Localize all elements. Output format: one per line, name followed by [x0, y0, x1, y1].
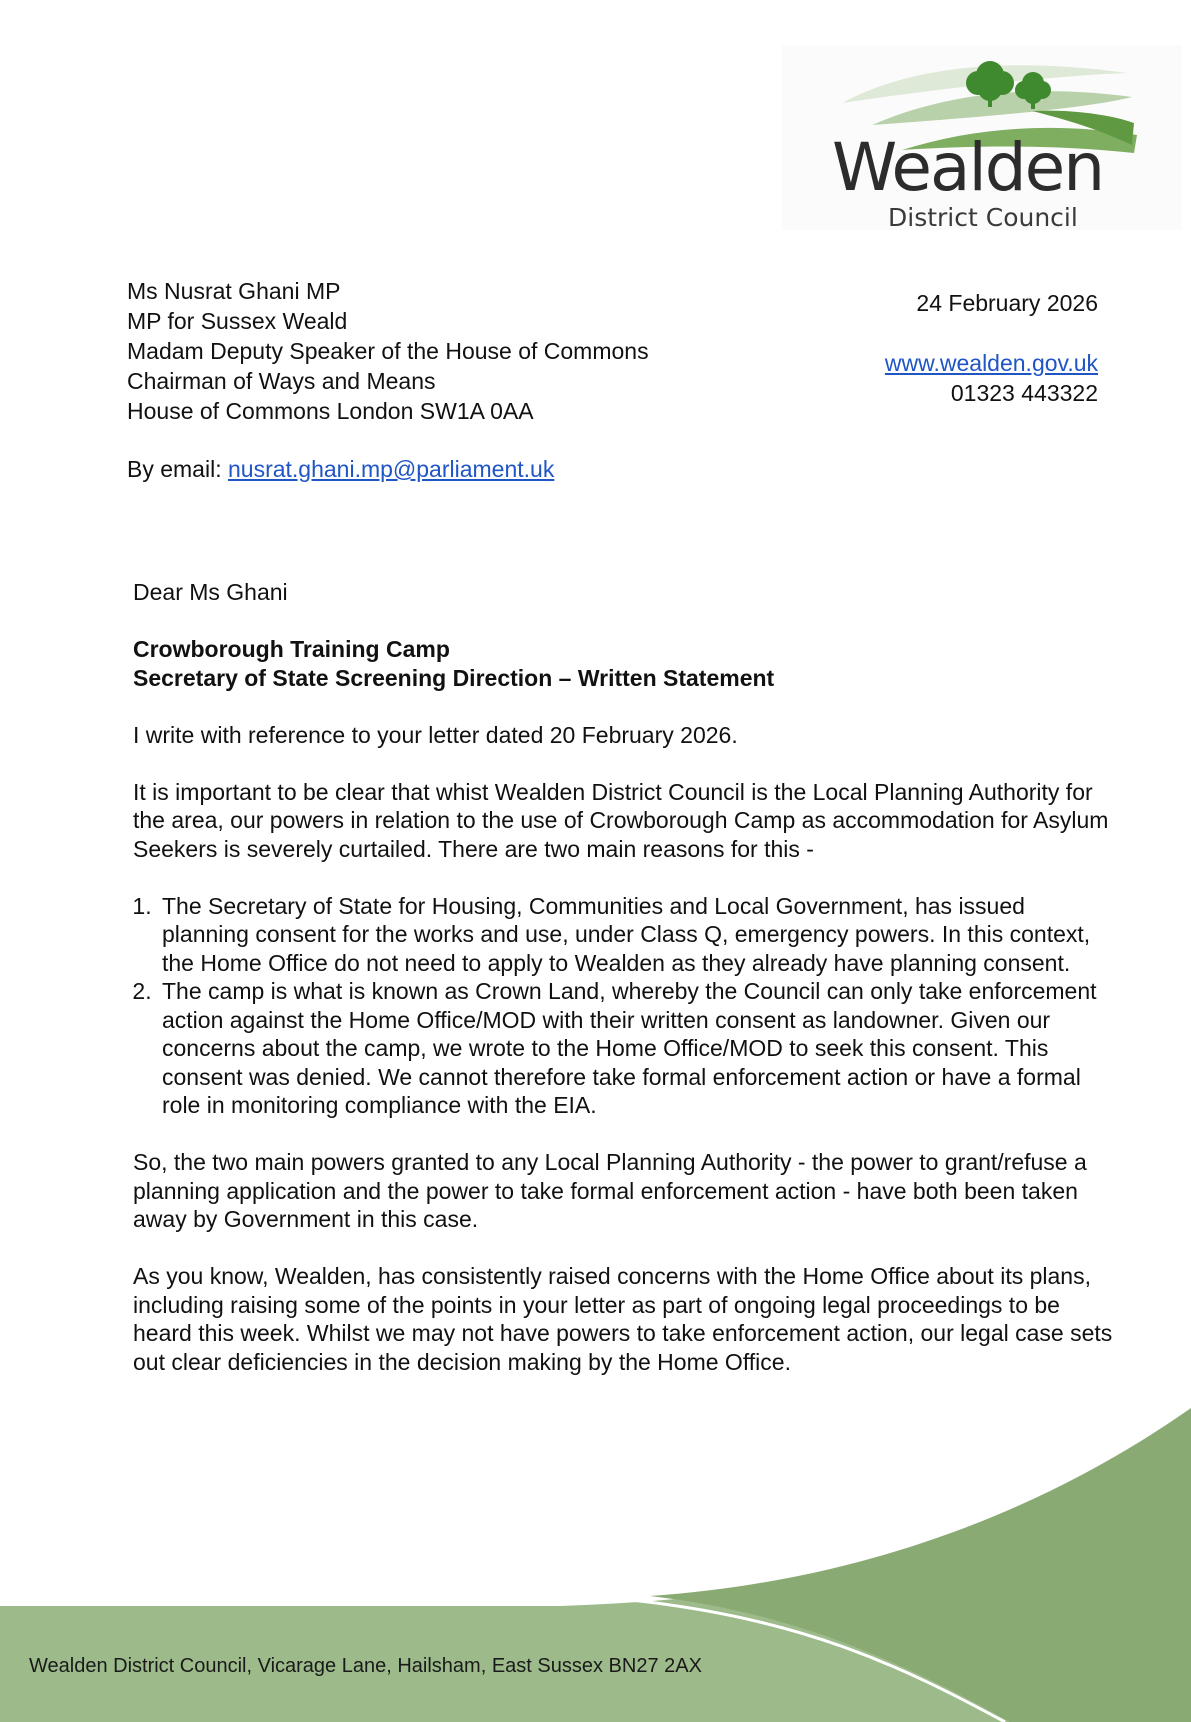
logo-wordmark: Wealden — [832, 129, 1104, 206]
email-prefix: By email: — [127, 456, 228, 482]
recipient-line: Madam Deputy Speaker of the House of Commons — [127, 338, 649, 364]
recipient-email-link[interactable]: nusrat.ghani.mp@parliament.uk — [227, 456, 555, 482]
recipient-line: MP for Sussex Weald — [127, 308, 348, 334]
list-item: 2. The camp is what is known as Crown Land, whereby the Council can only take enforcement action against the Home Office/MOD with their written consent as landowner. Given our concerns about the camp, we wrote to the Home Office/MOD to seek this consent. This consent was denied. We cannot therefore take formal enforcement action or have a formal role in monitoring compliance with the EIA. — [158, 977, 1109, 1120]
recipient-address — [127, 276, 649, 426]
letter-meta — [885, 288, 1098, 408]
letter-date: 24 February 2026 — [916, 290, 1098, 316]
subject-line: Crowborough Training Camp — [133, 636, 450, 662]
paragraph: I write with reference to your letter dated 20 February 2026. — [133, 721, 738, 748]
reasons-list — [129, 892, 1109, 1120]
paragraph: So, the two main powers granted to any Local Planning Authority - the power to grant/refuse a planning application and the power to take formal enforcement action - have both been taken away by Government in this case. — [133, 1149, 1087, 1232]
website-link[interactable]: www.wealden.gov.uk — [884, 350, 1098, 376]
paragraph: It is important to be clear that whist Wealden District Council is the Local Planning Authority for the area, our powers in relation to the use of Crowborough Camp as accommodation for Asylum Seekers is severely curtailed. There are two main reasons for this - — [133, 778, 1109, 862]
subject-line: Secretary of State Screening Direction – Written Statement — [133, 664, 775, 691]
letter-subject — [133, 635, 1113, 692]
recipient-email-line — [127, 454, 554, 484]
letter-body — [133, 578, 1113, 1405]
recipient-line: Ms Nusrat Ghani MP — [127, 278, 341, 304]
council-logo — [782, 45, 1182, 230]
recipient-line: House of Commons London SW1A 0AA — [127, 398, 534, 424]
list-item: 1. The Secretary of State for Housing, Communities and Local Government, has issued planning consent for the works and use, under Class Q, emergency powers. In this context, the Home Office do not need to apply to Wealden as they already have planning consent. — [158, 892, 1109, 978]
logo-subtitle: District Council — [888, 203, 1078, 232]
salutation: Dear Ms Ghani — [133, 579, 288, 605]
recipient-line: Chairman of Ways and Means — [127, 368, 436, 394]
footer-address: Wealden District Council, Vicarage Lane, Hailsham, East Sussex BN27 2AX — [29, 1655, 702, 1677]
phone-number: 01323 443322 — [950, 380, 1098, 406]
paragraph: As you know, Wealden, has consistently raised concerns with the Home Office about its plans, including raising some of the points in your letter as part of ongoing legal proceedings to be heard this week. Whilst we may not have powers to take enforcement action, our legal case sets out clear deficiencies in the decision making by the Home Office. — [133, 1263, 1113, 1375]
